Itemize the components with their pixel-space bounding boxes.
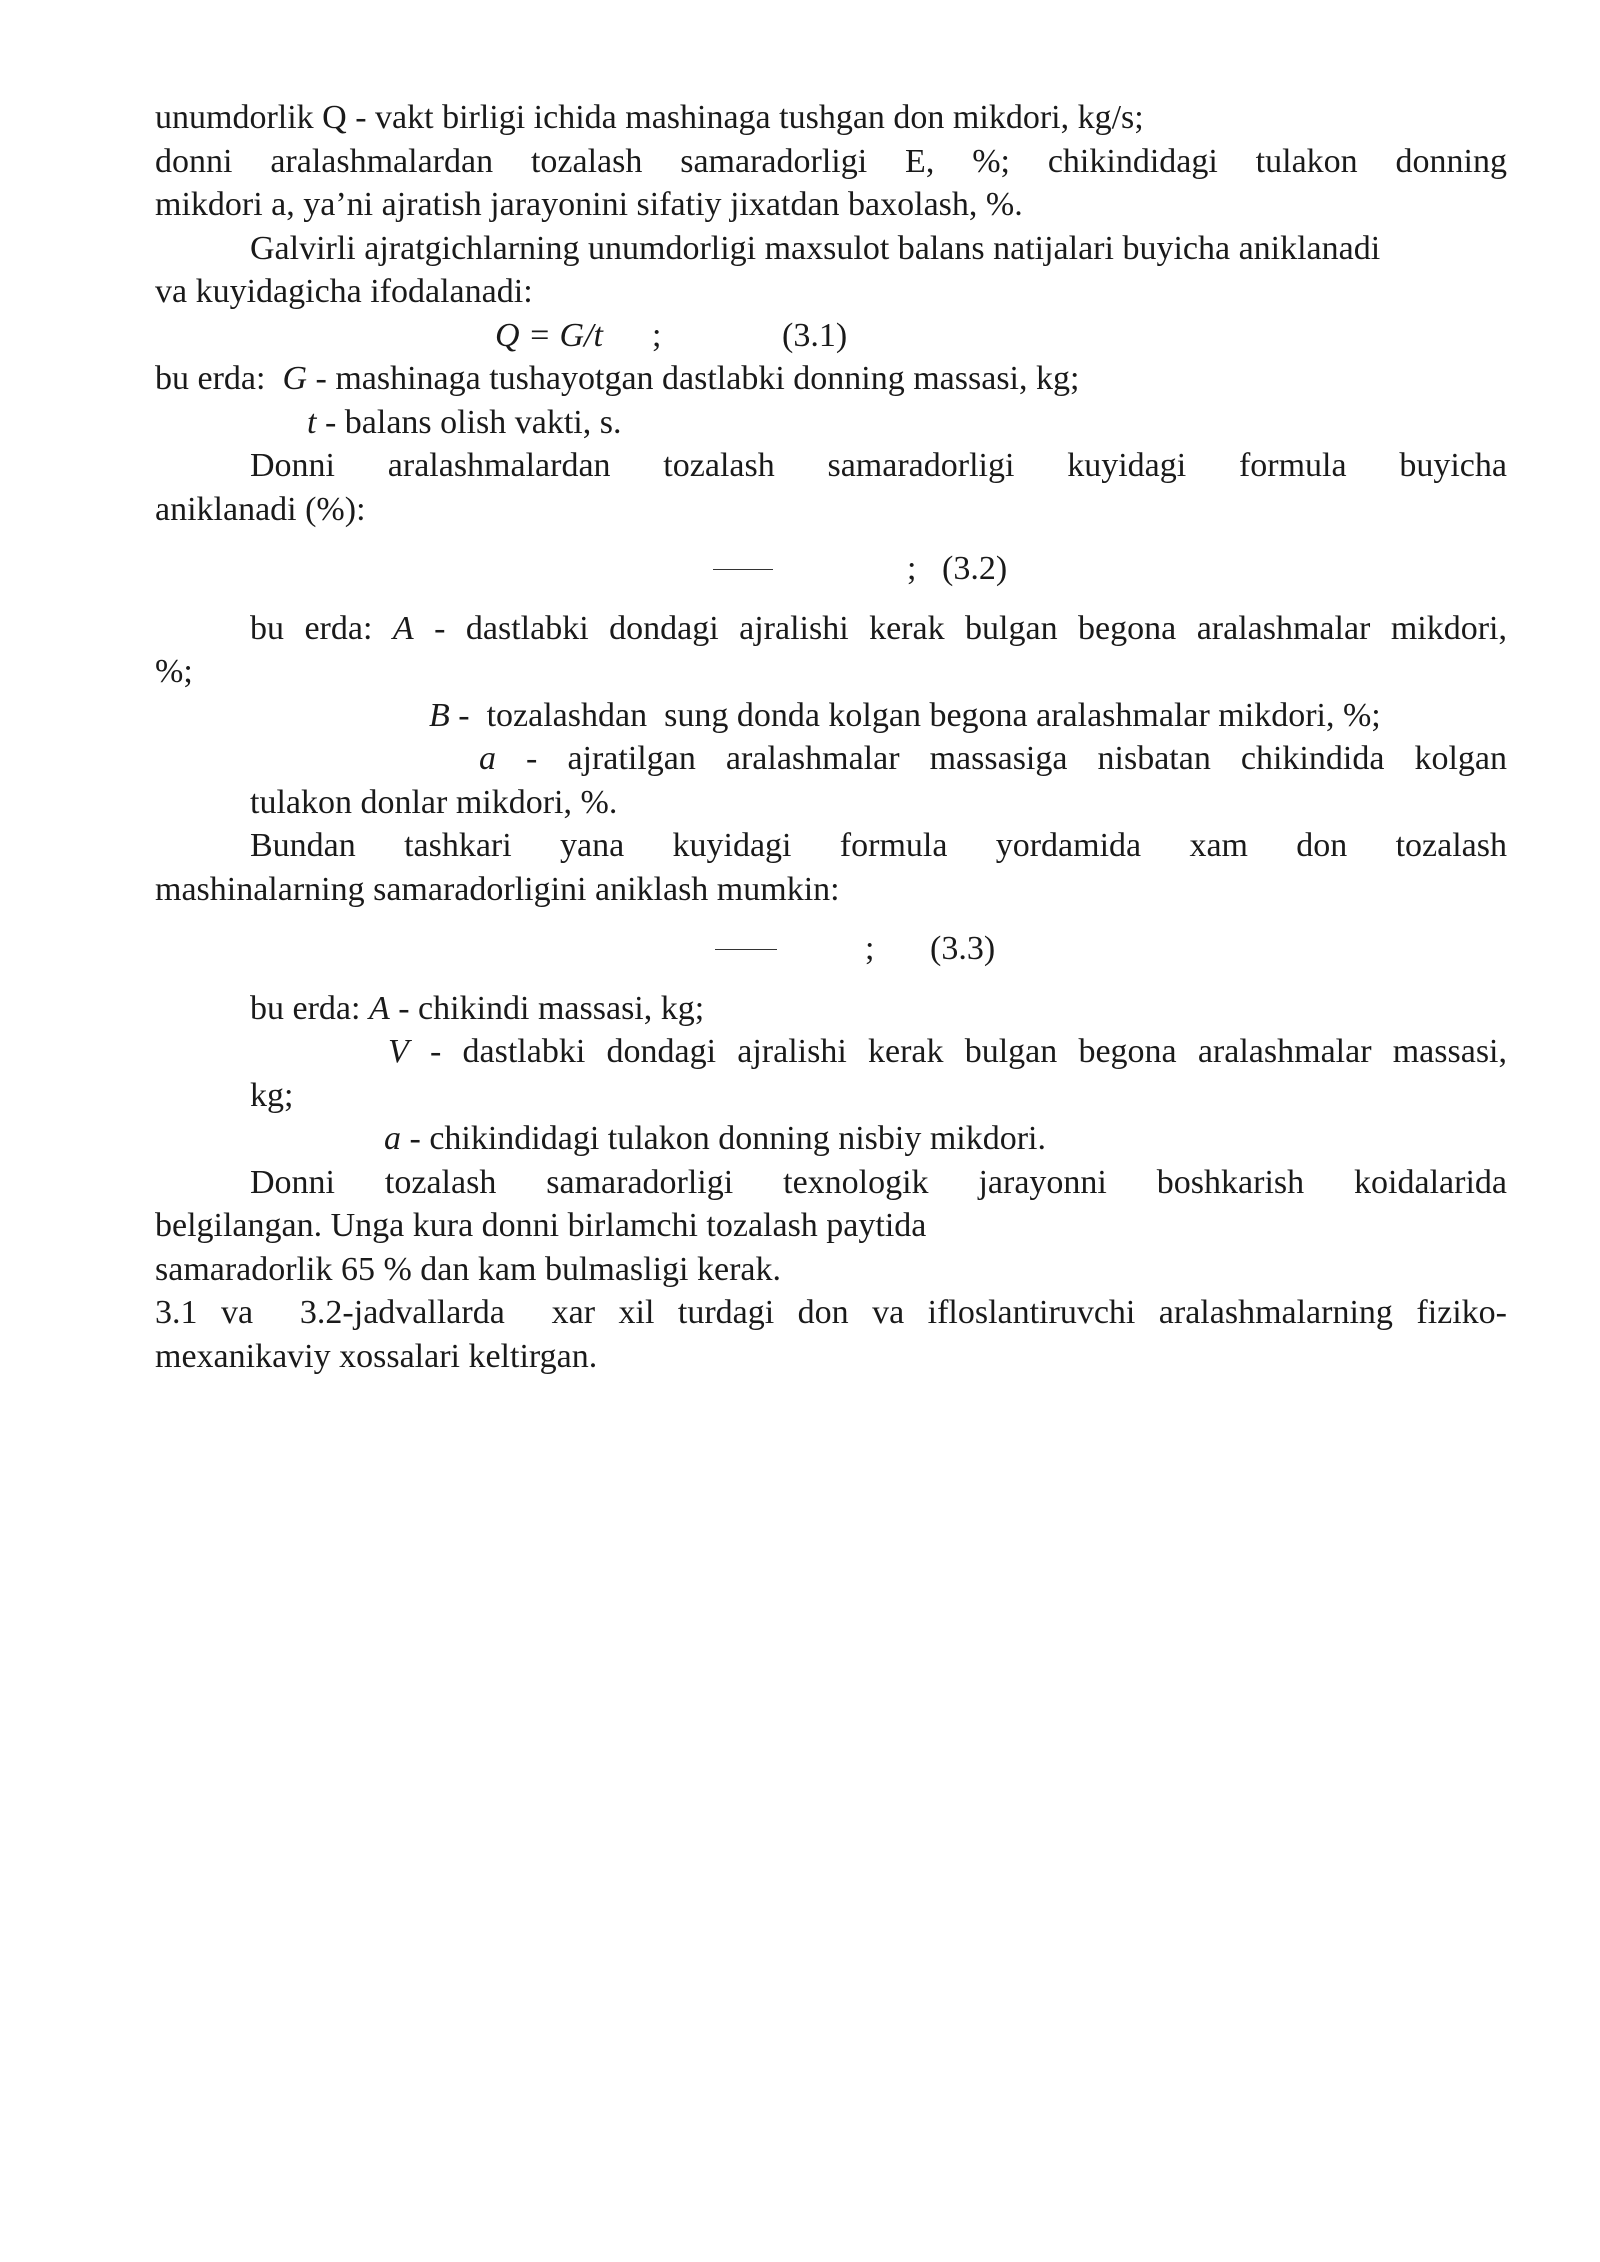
text-fragment: bu erda: — [250, 989, 369, 1027]
text-line: mexanikaviy xossalari keltirgan. — [155, 1337, 598, 1375]
text-line: unumdorlik Q - vakt birligi ichida mashinaga tushgan don mikdori, kg/s; — [155, 99, 1144, 136]
formula-number: (3.1) — [782, 316, 848, 354]
text-line: mikdori a, ya’ni ajratish jarayonini sifatiy jixatdan baxolash, %. — [155, 186, 1023, 223]
text-line — [155, 401, 1507, 445]
formula-3-3 — [155, 927, 1507, 971]
text-line: belgilangan. Unga kura donni birlamchi tozalash paytida — [155, 1207, 927, 1244]
formula-separator: ; — [652, 316, 662, 354]
variable: G — [282, 360, 308, 397]
variable: V — [388, 1033, 409, 1070]
variable: a — [479, 740, 496, 777]
text-line — [155, 1117, 1507, 1161]
text-fragment: bu erda: — [155, 360, 283, 397]
variable: A — [368, 989, 390, 1027]
text-fragment: bu erda: — [250, 609, 393, 647]
text-line — [155, 737, 1507, 781]
text-fragment: - ajratilgan aralashmalar massasiga nisbatan chikindida kolgan — [496, 740, 1507, 777]
variable: a — [384, 1120, 401, 1157]
text-line: mashinalarning samaradorligini aniklash mumkin: — [155, 870, 840, 908]
formula-number: (3.2) — [942, 550, 1008, 587]
text-fragment: - chikindidagi tulakon donning nisbiy mikdori. — [401, 1120, 1047, 1157]
text-line: tulakon donlar mikdori, %. — [250, 783, 618, 821]
text-line: Donni aralashmalardan tozalash samaradorligi kuyidagi formula buyicha — [250, 447, 1507, 484]
text-line: Donni tozalash samaradorligi texnologik jarayonni boshkarish koidalarida — [250, 1163, 1507, 1201]
formula-3-1 — [155, 314, 1507, 358]
text-line: samaradorlik 65 % dan kam bulmasligi kerak. — [155, 1250, 781, 1288]
formula-expression: Q = G/t — [495, 316, 603, 354]
text-line — [155, 607, 1507, 651]
text-fragment: - chikindi massasi, kg; — [389, 989, 705, 1027]
text-line: %; — [155, 653, 193, 690]
formula-3-2 — [155, 547, 1507, 591]
text-fragment: - dastlabki dondagi ajralishi kerak bulgan begona aralashmalar massasi, — [408, 1033, 1507, 1070]
formula-separator: ; — [865, 930, 875, 967]
fraction-bar — [713, 569, 773, 570]
text-line: Bundan tashkari yana kuyidagi formula yordamida xam don tozalash — [250, 827, 1507, 864]
text-fragment: - tozalashdan sung donda kolgan begona aralashmalar mikdori, %; — [449, 696, 1381, 734]
variable: t — [307, 403, 317, 441]
text-line — [155, 694, 1507, 738]
text-line — [155, 357, 1507, 401]
text-line: donni aralashmalardan tozalash samaradorligi E, %; chikindidagi tulakon donning — [155, 142, 1507, 180]
document-page — [155, 96, 1507, 1378]
formula-separator: ; — [907, 550, 917, 587]
variable: B — [429, 696, 450, 734]
fraction-bar — [715, 949, 777, 950]
text-line: aniklanadi (%): — [155, 490, 366, 528]
text-line — [155, 1030, 1507, 1074]
text-line: va kuyidagicha ifodalanadi: — [155, 273, 533, 310]
text-line — [155, 987, 1507, 1031]
text-fragment: - balans olish vakti, s. — [316, 403, 622, 441]
text-line: kg; — [250, 1076, 294, 1114]
text-fragment: - dastlabki dondagi ajralishi kerak bulgan begona aralashmalar mikdori, — [413, 609, 1507, 647]
formula-number: (3.3) — [930, 930, 996, 967]
text-fragment: - mashinaga tushayotgan dastlabki donning massasi, kg; — [307, 360, 1080, 397]
text-line: 3.1 va 3.2-jadvallarda xar xil turdagi don va ifloslantiruvchi aralashmalarning fiziko- — [155, 1294, 1507, 1331]
text-line: Galvirli ajratgichlarning unumdorligi maxsulot balans natijalari buyicha aniklanadi — [250, 229, 1381, 267]
variable: A — [392, 609, 414, 647]
